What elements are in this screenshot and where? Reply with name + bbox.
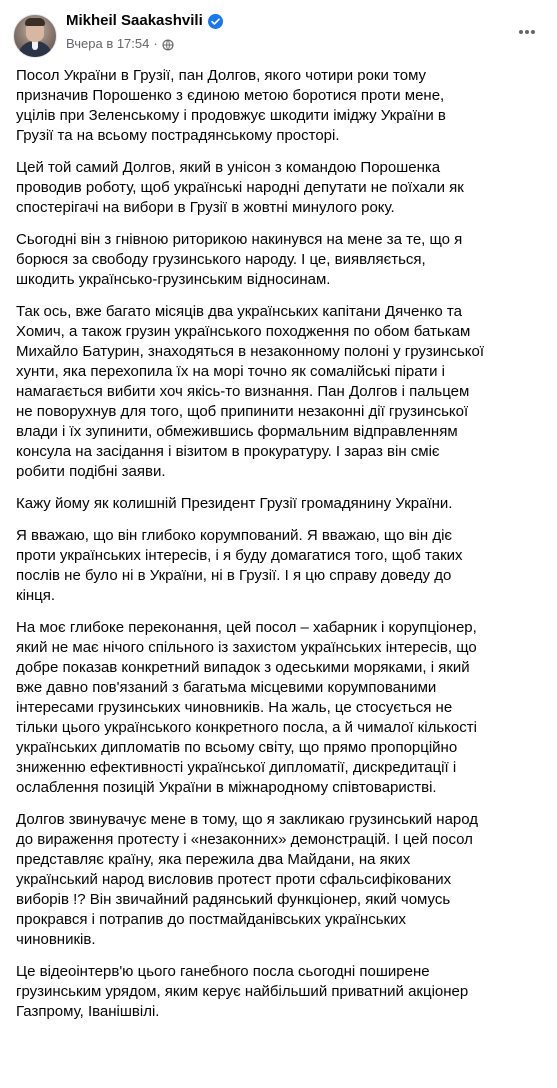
- globe-icon[interactable]: [162, 38, 174, 50]
- author-name[interactable]: Mikheil Saakashvili: [66, 12, 203, 29]
- post-paragraph: Я вважаю, що він глибоко корумпований. Я вважаю, що він діє проти українських інтересів, і я буду домагатися того, щоб таких послів не було ні в України, ні в Грузії. І я цю справу доведу до кінця.: [16, 527, 463, 604]
- post-header: [0, 0, 557, 68]
- post-meta: [66, 35, 174, 53]
- author-line: [66, 11, 223, 31]
- post-paragraph: Це відеоінтерв'ю цього ганебного посла сьогодні поширене грузинським урядом, яким керує найбільший приватний акціонер Газпрому, Іванішвілі.: [16, 963, 469, 1020]
- avatar-hair: [25, 18, 45, 26]
- more-options-icon: [517, 22, 537, 42]
- author-avatar[interactable]: [13, 14, 57, 58]
- more-options-button[interactable]: [511, 16, 543, 48]
- post-paragraph: Так ось, вже багато місяців два українських капітани Дяченко та Хомич, а також грузин українського походження по обом батькам Михайло Батурин, знаходяться в незаконному полоні у грузинської хунти, яка перехопила їх на морі точно як сомалійські пірати і намагається вибити хоч якісь-то визнання. Пан Долгов і пальцем не поворухнув для того, щоб припинити незаконні дії грузинської влади і їх зупинити, обмежившись формальним відправленням консула на засідання і візитом в прокуратуру. І зараз він сміє робити подібні заяви.: [16, 303, 484, 480]
- post-content: [16, 66, 544, 1034]
- meta-separator: ·: [153, 36, 158, 51]
- post-paragraph: Посол України в Грузії, пан Долгов, якого чотири роки тому призначив Порошенко з єдиною метою боротися проти мене, уцілів при Зеленському і продовжує шкодити іміджу України в Грузії та на всьому пострадянському просторі.: [16, 67, 446, 144]
- verified-badge-icon: [208, 14, 223, 29]
- post-paragraph: Кажу йому як колишній Президент Грузії громадянину України.: [16, 495, 453, 512]
- post-paragraph: Сьогодні він з гнівною риторикою накинувся на мене за те, що я борюся за свободу грузинського народу. І це, виявляється, шкодить українсько-грузинським відносинам.: [16, 231, 463, 288]
- post-paragraph: Цей той самий Долгов, який в унісон з командою Порошенка проводив роботу, щоб українські народні депутати не поїхали як спостерігачі на вибори в Грузії в жовтні минулого року.: [16, 159, 464, 216]
- post-paragraph: На моє глибоке переконання, цей посол – хабарник і корупціонер, який не має нічого спільного із захистом українських інтересів, що добре показав конкретний випадок з одеськими моряками, і який вже давно пов'язаний з багатьма місцевими корумпованими інтересами грузинських чиновників. На жаль, це стосується не тільки цього українського конкретного посла, а й чималої кількості українських дипломатів по всьому світу, що прямо пропорційно зниженню ефективності української дипломатії, дискредитації і ослаблення позицій України в міжнародному співтоваристві.: [16, 619, 477, 796]
- post-paragraph: Долгов звинувачує мене в тому, що я закликаю грузинський народ до вираження протесту і «незаконних» демонстрацій. І цей посол представляє країну, яка пережила два Майдани, на яких український народ висловив протест проти сфальсифікованих виборів !? Він звичайний радянський функціонер, який чомусь прокрався і потрапив до постмайданівських українських чиновників.: [16, 811, 479, 948]
- post-timestamp[interactable]: Вчера в 17:54: [66, 36, 150, 51]
